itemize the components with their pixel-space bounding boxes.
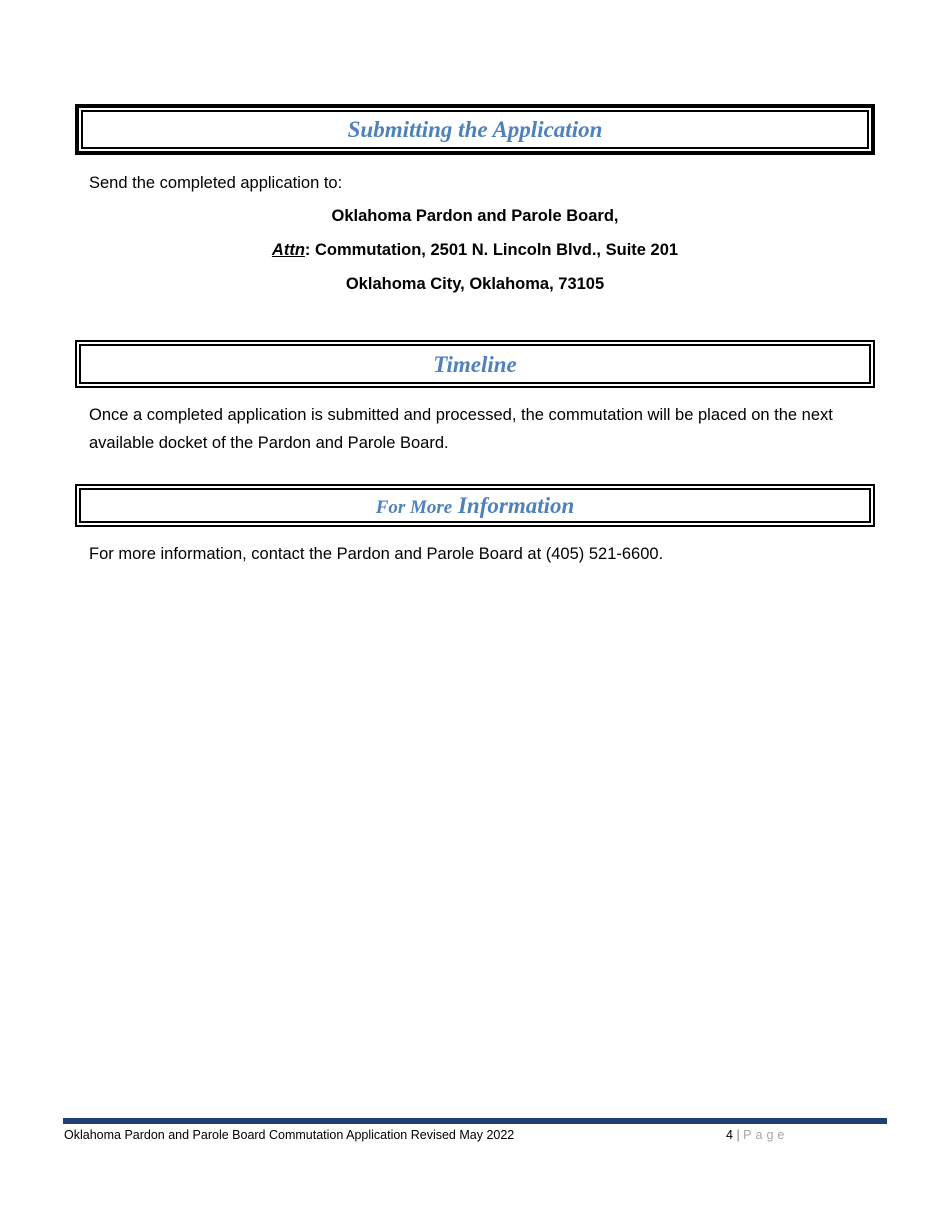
timeline-section-header	[75, 340, 875, 388]
more-info-section-title	[376, 494, 575, 517]
attn-label: Attn	[271, 241, 305, 259]
address-line-3: Oklahoma City, Oklahoma, 73105	[345, 275, 605, 293]
submitting-section-header	[75, 104, 875, 155]
page-separator: |	[736, 1128, 740, 1142]
page-label: Page	[743, 1128, 789, 1142]
timeline-section-title: Timeline	[433, 351, 517, 377]
address-line-2-rest: : Commutation, 2501 N. Lincoln Blvd., Suite 201	[304, 241, 679, 259]
submitting-section-title: Submitting the Application	[347, 117, 603, 142]
footer-document-title: Oklahoma Pardon and Parole Board Commutation Application Revised May 2022	[64, 1128, 515, 1142]
submitting-section-header-inner	[81, 110, 869, 149]
address-line-1: Oklahoma Pardon and Parole Board,	[331, 207, 619, 225]
footer-page-indicator	[726, 1127, 788, 1143]
submitting-intro-text: Send the completed application to:	[89, 174, 343, 192]
timeline-text: Once a completed application is submitted and processed, the commutation will be placed on the next available docket of the Pardon and Parole Board.	[89, 406, 833, 452]
address-line-2	[75, 239, 875, 261]
more-info-section-header	[75, 484, 875, 527]
footer-divider-bar	[63, 1118, 887, 1124]
timeline-section-header-inner	[79, 344, 871, 384]
page-number: 4	[726, 1128, 733, 1142]
more-info-title-large: Information	[457, 493, 575, 518]
more-info-text: For more information, contact the Pardon and Parole Board at (405) 521-6600.	[89, 545, 664, 563]
more-info-section-header-inner	[79, 488, 871, 523]
more-info-title-small: For More	[375, 497, 453, 518]
